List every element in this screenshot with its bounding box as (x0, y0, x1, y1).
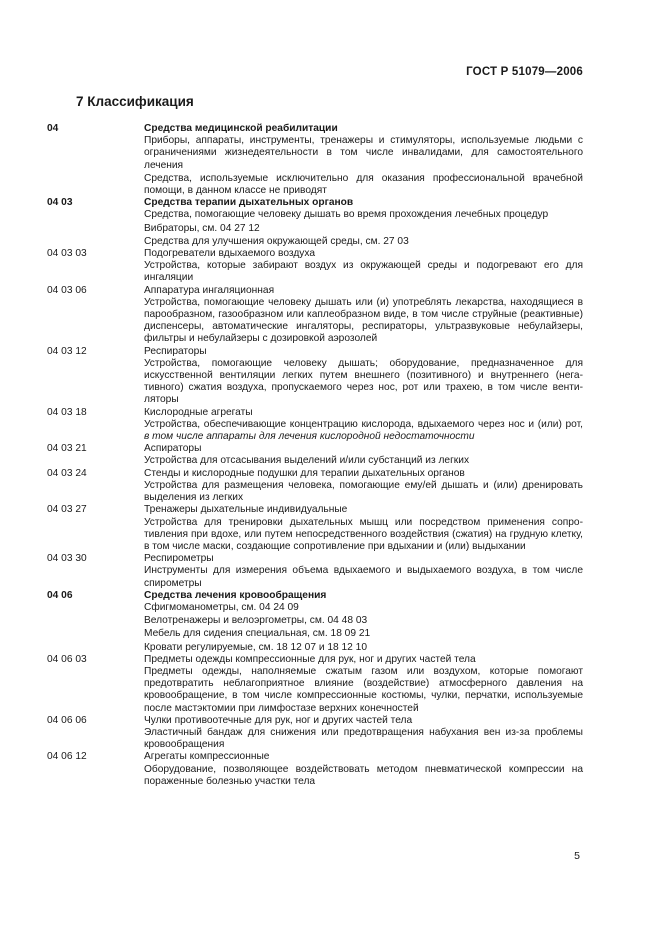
entry-title: Предметы одежды компрессионные для рук, ног и других частей тела (144, 653, 476, 665)
entry-content (144, 285, 583, 346)
entry-title: Кислородные агрегаты (144, 406, 253, 418)
entry-content (144, 248, 583, 285)
entry-text: Устройства, помогающие человеку дышать или (и) употреблять лекарства, находящиеся в парообразном, газообразном или каплеобразном виде, в том числе струйные (реактивные) диспенсеры, автоматические ингаляторы, респираторы, ультразвуковые небулайзеры, фильтры и небулайзеры с дозировкой аэрозолей (144, 296, 583, 345)
entry-title: Респирометры (144, 553, 214, 565)
entry-reference (144, 236, 583, 248)
entry-title: Подогреватели вдыхаемого воздуха (144, 248, 316, 260)
entry-reference (144, 628, 583, 640)
entry-code: 04 03 06 (47, 284, 87, 296)
entry-content (144, 468, 583, 505)
entry-content (144, 407, 583, 444)
classification-entry (47, 248, 583, 285)
entry-reference (144, 602, 583, 614)
entry-code: 04 03 27 (47, 504, 87, 516)
entry-text: Устройства, которые забирают воздух из окружающей среды и подогревают его для ингаляции (144, 260, 583, 284)
entry-description (144, 480, 583, 504)
entry-text: Устройства, обеспечивающие концентрацию кислорода, вдыхаемого через нос и (или) рот, (144, 418, 583, 430)
entry-code: 04 03 18 (47, 406, 87, 418)
entry-description (144, 455, 583, 467)
entry-content (144, 443, 583, 467)
entry-content (144, 715, 583, 752)
entry-code: 04 03 24 (47, 467, 87, 479)
entry-text: Сфигмоманометры, см. 04 24 09 (144, 601, 299, 613)
entry-text: Устройства для отсасывания выделений и/или субстанций из легких (144, 455, 470, 467)
entry-code: 04 03 21 (47, 443, 87, 455)
entry-text: Кровати регулируемые, см. 18 12 07 и 18 12 10 (144, 641, 368, 653)
entry-content (144, 751, 583, 788)
entry-code: 04 03 30 (47, 553, 87, 565)
entry-title: Аспираторы (144, 443, 202, 455)
entry-text: Средства, используемые исключительно для оказания профессиональной врачебной помощи, в данном классе не приводят (144, 172, 583, 197)
entry-italic-note: в том числе аппараты для лечения кислородной недостаточности (144, 431, 475, 443)
entry-reference (144, 615, 583, 627)
classification-entry (47, 468, 583, 505)
entry-content (144, 504, 583, 553)
entry-code: 04 03 (47, 197, 73, 209)
classification-entry (47, 346, 583, 407)
entry-description (144, 358, 583, 407)
classification-entry (47, 407, 583, 444)
classification-entry (47, 285, 583, 346)
classification-entry (47, 590, 583, 654)
entry-code: 04 06 06 (47, 714, 87, 726)
classification-entry (47, 504, 583, 553)
entry-code: 04 06 (47, 589, 73, 601)
entry-content (144, 654, 583, 715)
entry-title: Аппаратура ингаляционная (144, 284, 275, 296)
entry-text: Вибраторы, см. 04 27 12 (144, 222, 260, 234)
entry-text: Инструменты для измерения объема вдыхаемого и выдыхаемого воздуха, в том числе спирометры (144, 565, 583, 589)
entry-content (144, 197, 583, 248)
entry-title: Чулки противоотечные для рук, ног и других частей тела (144, 714, 413, 726)
entry-description (144, 666, 583, 715)
entry-title: Респираторы (144, 345, 207, 357)
classification-entry (47, 715, 583, 752)
entry-description (144, 135, 583, 172)
entry-text: Устройства для тренировки дыхательных мышц или посредством применения сопротивления при вдохе, или путем непосредственного воздействия (сжатия) на грудную клетку, в том числе маски, создающие сопротивление при вдыхании и (или) выдыхании (144, 516, 583, 552)
page-number: 5 (574, 850, 580, 862)
entry-title: Средства лечения кровообращения (144, 589, 327, 601)
classification-entry (47, 553, 583, 590)
entry-title: Агрегаты компрессионные (144, 751, 270, 763)
entry-description (144, 419, 583, 443)
entry-content (144, 346, 583, 407)
entry-description (144, 517, 583, 554)
classification-entry (47, 123, 583, 197)
entry-title: Средства медицинской реабилитации (144, 123, 338, 134)
entry-code: 04 06 12 (47, 751, 87, 763)
section-title: 7 Классификация (76, 94, 194, 109)
entry-text: Устройства для размещения человека, помогающие ему/ей дышать и (или) дренировать выделения из легких (144, 479, 583, 504)
entry-code: 04 06 03 (47, 653, 87, 665)
entry-description (144, 727, 583, 751)
entry-description (144, 565, 583, 589)
entry-text: Эластичный бандаж для снижения или предотвращения набухания вен из-за проблемы кровообращения (144, 726, 583, 751)
classification-entry (47, 197, 583, 248)
entry-text: Предметы одежды, наполняемые сжатым газом или воздухом, которые помогают предотвратить неблагоприятное влияние (воздействие) атмосферного давления на кровообращение, в том числе компрессионные костюмы, чулки, перчатки, используемые после мастэктомии при лимфостазе верхних конечностей (144, 665, 583, 714)
entry-code: 04 03 03 (47, 248, 87, 260)
classification-entry (47, 443, 583, 467)
entry-description (144, 173, 583, 197)
entry-content (144, 123, 583, 197)
entry-text: Устройства, помогающие человеку дышать; оборудование, предназначенное для искусственной вентиляции легких путем внешнего (позитивного) и внутреннего (негативного) сжатия воздуха, пропускаемого через нос, рот или трахею, в том числе вентиляторы (144, 357, 583, 406)
entry-text: Мебель для сидения специальная, см. 18 09 21 (144, 628, 371, 640)
classification-entry (47, 751, 583, 788)
entry-description (144, 260, 583, 284)
entry-content (144, 590, 583, 654)
entry-text: Средства, помогающие человеку дышать во время прохождения лечебных процедур (144, 209, 549, 221)
entry-title: Средства терапии дыхательных органов (144, 197, 354, 209)
entry-code: 04 03 12 (47, 345, 87, 357)
entry-description (144, 297, 583, 346)
classification-entry (47, 654, 583, 715)
entry-reference (144, 642, 583, 654)
entry-text: Приборы, аппараты, инструменты, тренажеры и стимуляторы, используемые людьми с ограничениями жизнедеятельности в том числе инвалидами, для самостоятельного лечения (144, 135, 583, 171)
entry-text: Оборудование, позволяющее воздействовать методом пневматической компрессии на пораженные болезнью участки тела (144, 763, 583, 787)
classification-list (47, 123, 583, 788)
entry-text: Велотренажеры и велоэргометры, см. 04 48 03 (144, 615, 368, 627)
entry-title: Стенды и кислородные подушки для терапии дыхательных органов (144, 467, 465, 479)
entry-title: Тренажеры дыхательные индивидуальные (144, 504, 348, 516)
document-header: ГОСТ Р 51079—2006 (466, 66, 583, 78)
entry-description (144, 209, 583, 221)
entry-reference (144, 223, 583, 235)
entry-content (144, 553, 583, 590)
entry-text: Средства для улучшения окружающей среды, см. 27 03 (144, 235, 409, 247)
entry-description (144, 764, 583, 788)
entry-code: 04 (47, 123, 59, 134)
